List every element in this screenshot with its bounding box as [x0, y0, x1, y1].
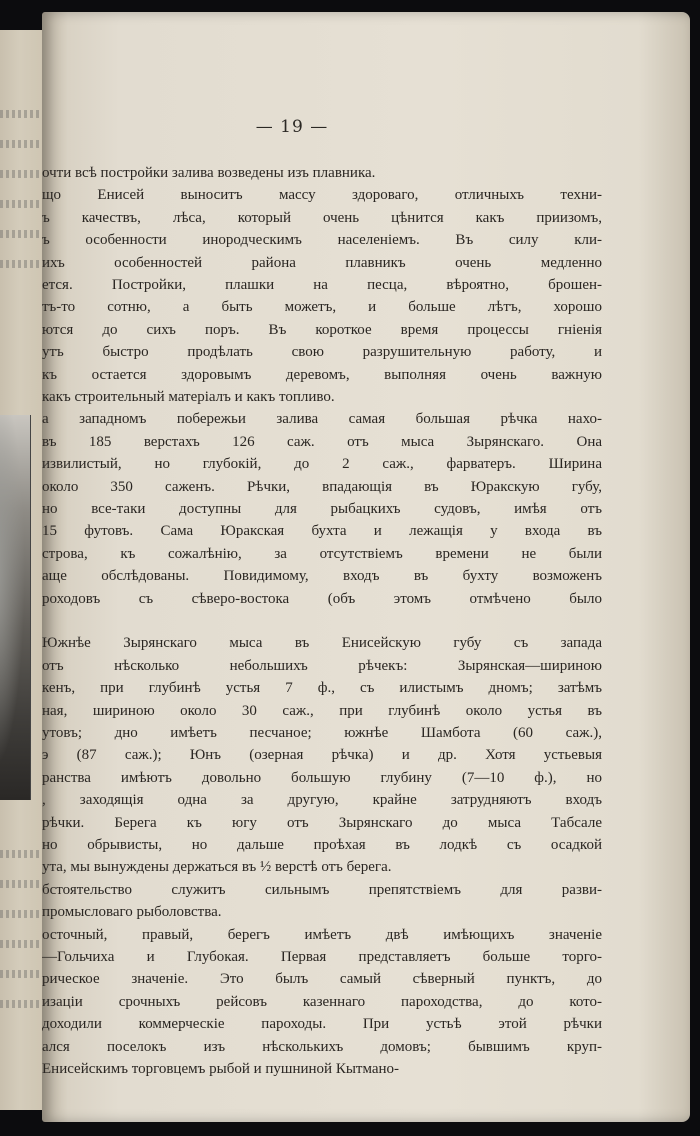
book-page — [42, 12, 690, 1122]
text-line: отъ нѣсколько небольшихъ рѣчекъ: Зырянская—шириною — [42, 657, 602, 674]
left-page-text-fragment — [0, 140, 44, 148]
text-line: рическое значеніе. Это былъ самый сѣверный пунктъ, до — [42, 971, 602, 988]
left-page-text-fragment — [0, 200, 44, 208]
text-line: промысловаго рыболовства. — [42, 904, 222, 921]
text-line: Южнѣе Зырянскаго мыса въ Енисейскую губу съ запада — [42, 635, 602, 652]
text-line: що Енисей выноситъ массу здороваго, отличныхъ техни- — [42, 187, 602, 204]
blank-line — [42, 610, 602, 632]
left-page-text-fragment — [0, 910, 44, 918]
text-line: ъ особенности инородческимъ населеніемъ. Въ силу кли- — [42, 232, 602, 249]
text-line: къ остается здоровымъ деревомъ, выполняя очень важную — [42, 366, 602, 383]
text-line: изаціи срочныхъ рейсовъ казеннаго пароходства, до кото- — [42, 993, 602, 1010]
text-line: роходовъ съ сѣверо-востока (объ этомъ отмѣчено было — [42, 590, 602, 607]
text-line: извилистый, но глубокій, до 2 саж., фарватеръ. Ширина — [42, 456, 602, 473]
text-line: э (87 саж.); Юнъ (озерная рѣчка) и др. Хотя устьевыя — [42, 747, 602, 764]
left-page-photograph — [0, 415, 31, 800]
text-line: но обрывисты, но дальше проѣхая въ лодкѣ съ осадкой — [42, 837, 602, 853]
left-page-text-fragment — [0, 970, 44, 978]
left-page-text-fragment — [0, 940, 44, 948]
text-line: кенъ, при глубинѣ устья 7 ф., съ илистымъ дномъ; затѣмъ — [42, 680, 602, 697]
text-line: , заходящія одна за другую, крайне затрудняютъ входъ — [42, 792, 602, 809]
text-line: но все-таки доступны для рыбацкихъ судовъ, имѣя отъ — [42, 501, 602, 517]
text-line: ута, мы вынуждены держаться въ ½ верстѣ отъ берега. — [42, 859, 392, 876]
text-line: ихъ особенностей района плавникъ очень медленно — [42, 254, 602, 271]
text-line: бстоятельство служитъ сильнымъ препятствіемъ для разви- — [42, 881, 602, 898]
text-line: строва, къ сожалѣнію, за отсутствіемъ времени не были — [42, 545, 602, 562]
left-page-text-fragment — [0, 170, 44, 178]
text-line: ался поселокъ изъ нѣсколькихъ домовъ; бывшимъ круп- — [42, 1038, 602, 1055]
left-page-text-fragment — [0, 110, 44, 118]
text-line: ется. Постройки, плашки на песца, вѣроятно, брошен- — [42, 277, 602, 293]
text-line: тъ-то сотню, а быть можетъ, и больше лѣтъ, хорошо — [42, 299, 602, 316]
text-line: 15 футовъ. Сама Юракская бухта и лежащія у входа въ — [42, 523, 602, 540]
left-page-text-fragment — [0, 1000, 44, 1008]
text-line: осточный, правый, берегъ имѣетъ двѣ имѣющихъ значеніе — [42, 926, 602, 943]
text-line: ются до сихъ поръ. Въ короткое время процессы гніенія — [42, 321, 602, 338]
text-line: ъ качествъ, лѣса, который очень цѣнится какъ приизомъ, — [42, 209, 602, 226]
text-line: какъ строительный матеріалъ и какъ топливо. — [42, 389, 335, 405]
page-number: — 19 — — [255, 117, 329, 137]
text-line: рѣчки. Берега къ югу отъ Зырянскаго до мыса Табсале — [42, 814, 602, 831]
text-line: около 350 саженъ. Рѣчки, впадающія въ Юракскую губу, — [42, 478, 602, 495]
text-line: утовъ; дно имѣетъ песчаное; южнѣе Шамбота (60 саж.), — [42, 725, 602, 741]
left-page-text-fragment — [0, 260, 44, 268]
left-page-text-fragment — [0, 230, 44, 238]
text-line: утъ быстро продѣлать свою разрушительную работу, и — [42, 344, 602, 361]
text-line: —Гольчиха и Глубокая. Первая представляетъ больше торго- — [42, 949, 602, 965]
text-line: доходили коммерческіе пароходы. При устьѣ этой рѣчки — [42, 1016, 602, 1033]
text-line: аще обслѣдованы. Повидимому, входъ въ бухту возможенъ — [42, 568, 602, 585]
text-line: очти всѣ постройки залива возведены изъ плавника. — [42, 165, 376, 181]
text-line: Енисейскимъ торговцемъ рыбой и пушниной Кытмано- — [42, 1061, 400, 1077]
left-page-text-fragment — [0, 880, 44, 888]
text-line: ранства имѣютъ довольно большую глубину (7—10 ф.), но — [42, 769, 602, 786]
left-page-text-fragment — [0, 850, 44, 858]
text-line: ная, шириною около 30 саж., при глубинѣ около устья въ — [42, 702, 602, 719]
text-line: а западномъ побережьи залива самая большая рѣчка нахо- — [42, 411, 602, 428]
text-line: въ 185 верстахъ 126 саж. отъ мыса Зырянскаго. Она — [42, 433, 602, 450]
